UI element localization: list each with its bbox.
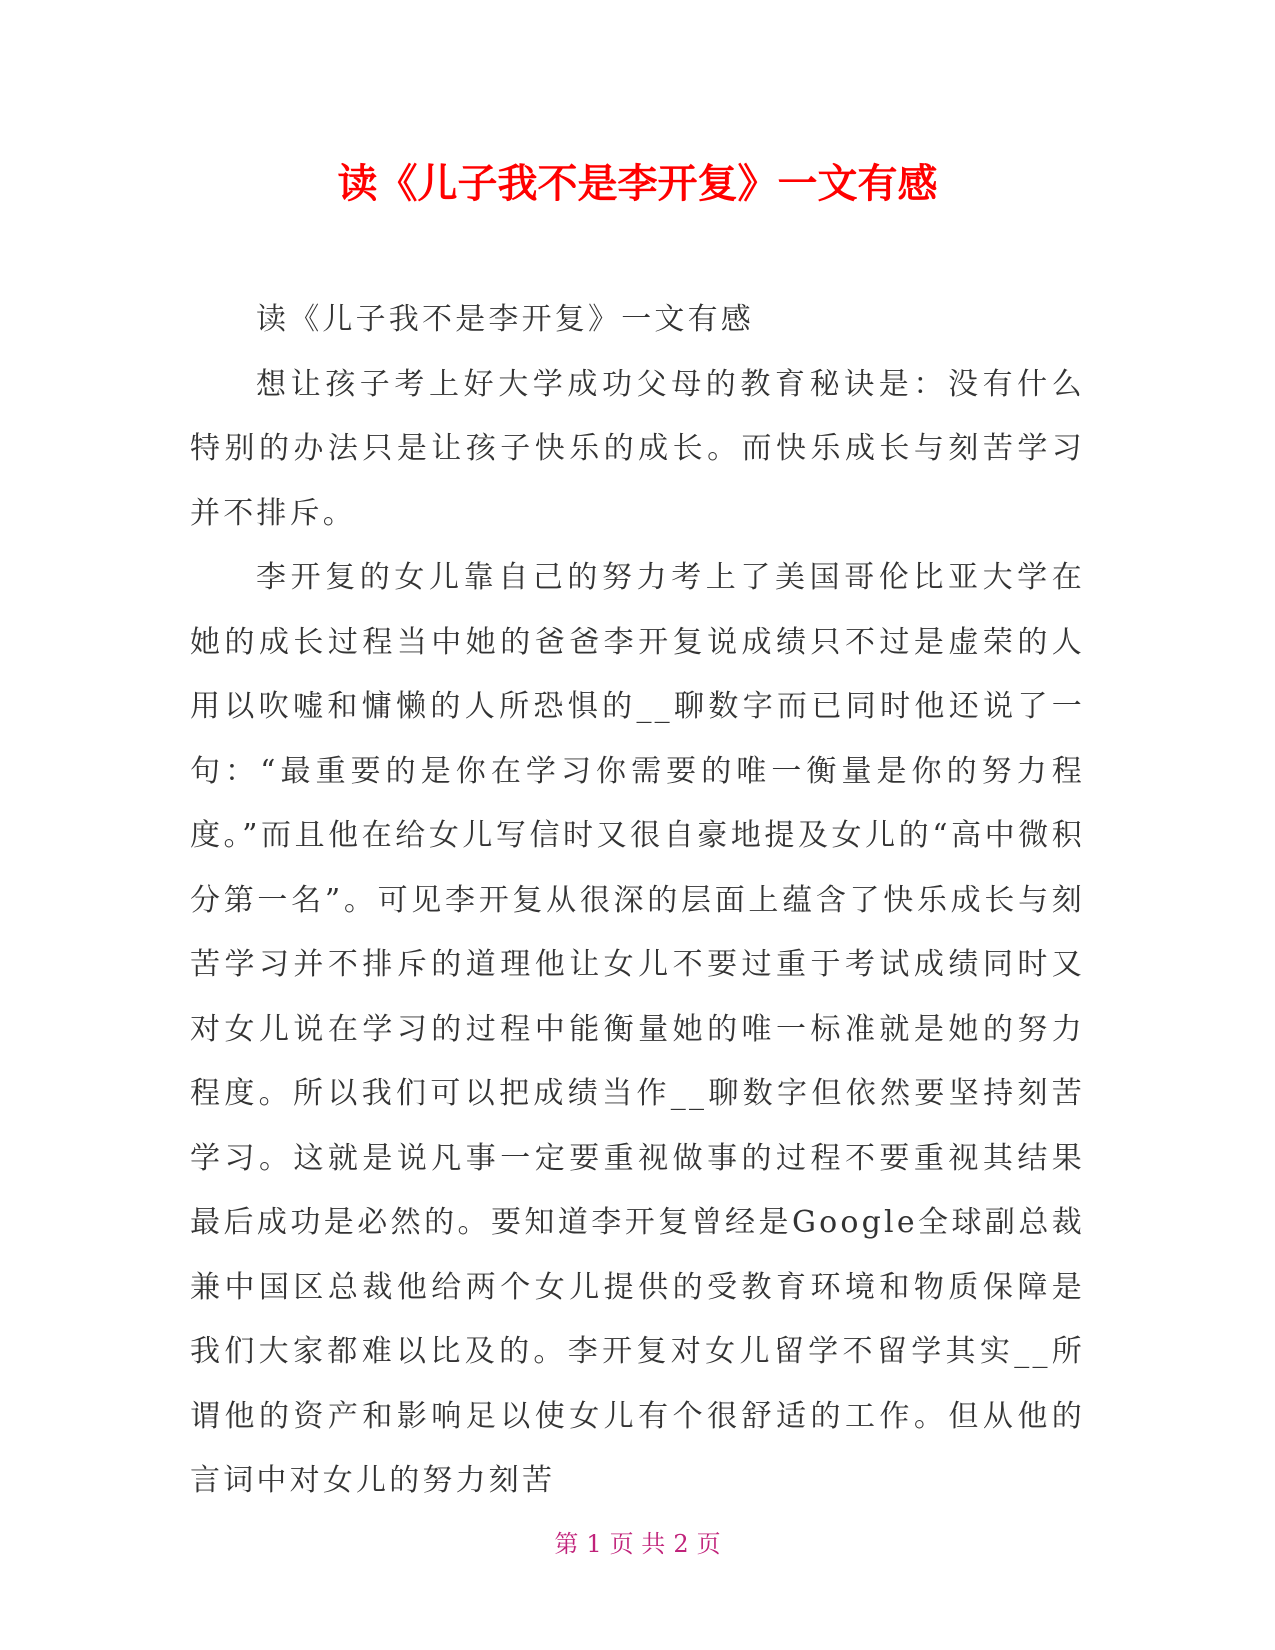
footer-current-page: 1 xyxy=(586,1530,602,1558)
page-footer xyxy=(0,1530,1275,1559)
document-body xyxy=(190,288,1085,1514)
footer-suffix: 页 xyxy=(696,1530,721,1558)
paragraph-main: 李开复的女儿靠自己的努力考上了美国哥伦比亚大学在她的成长过程当中她的爸爸李开复说成绩只不过是虚荣的人用以吹嘘和慵懒的人所恐惧的__聊数字而已同时他还说了一句：“最重要的是你在学习你需要的唯一衡量是你的努力程度。”而且他在给女儿写信时又很自豪地提及女儿的“高中微积分第一名”。可见李开复从很深的层面上蕴含了快乐成长与刻苦学习并不排斥的道理他让女儿不要过重于考试成绩同时又对女儿说在学习的过程中能衡量她的唯一标准就是她的努力程度。所以我们可以把成绩当作__聊数字但依然要坚持刻苦学习。这就是说凡事一定要重视做事的过程不要重视其结果最后成功是必然的。要知道李开复曾经是Google全球副总裁兼中国区总裁他给两个女儿提供的受教育环境和物质保障是我们大家都难以比及的。李开复对女儿留学不留学其实__所谓他的资产和影响足以使女儿有个很舒适的工作。但从他的言词中对女儿的努力刻苦 xyxy=(190,560,1085,1498)
paragraph-subtitle: 读《儿子我不是李开复》一文有感 xyxy=(256,302,754,337)
footer-prefix: 第 xyxy=(554,1530,579,1558)
footer-middle: 页 共 xyxy=(609,1530,666,1558)
paragraph-intro: 想让孩子考上好大学成功父母的教育秘诀是：没有什么特别的办法只是让孩子快乐的成长。而快乐成长与刻苦学习并不排斥。 xyxy=(190,366,1085,531)
footer-total-pages: 2 xyxy=(673,1530,689,1558)
document-title: 读《儿子我不是李开复》一文有感 xyxy=(337,161,938,207)
